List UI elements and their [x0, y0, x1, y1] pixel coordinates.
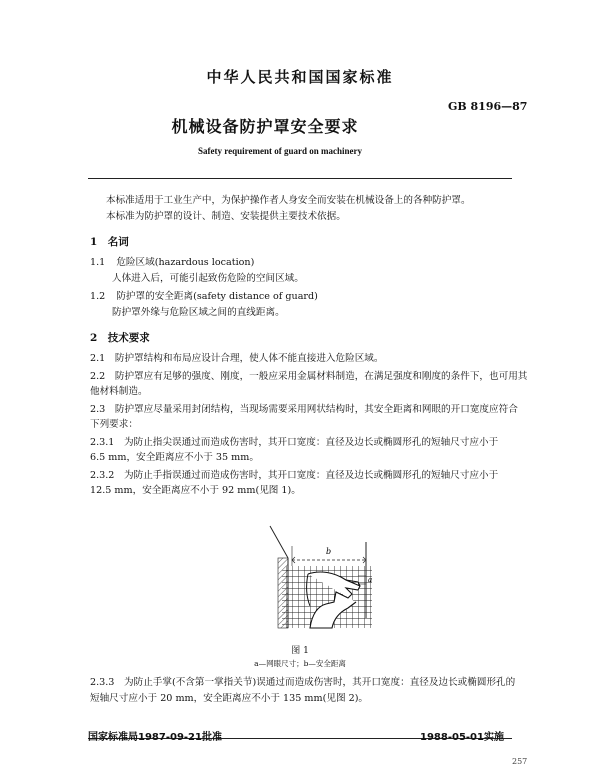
definition-1-2-text: 防护罩外缘与危险区域之间的直线距离。 [112, 307, 285, 318]
standard-title: 中华人民共和国国家标准 [206, 68, 394, 86]
definition-1-2-term [90, 290, 318, 303]
figure-label-a: a [368, 576, 373, 584]
page-number: 257 [512, 757, 528, 766]
document-subtitle: Safety requirement of guard on machinery [198, 146, 362, 156]
standard-code: GB 8196—87 [448, 100, 528, 113]
definition-number: 1.1 [90, 257, 106, 268]
definition-1-1-term [90, 256, 254, 269]
intro-paragraph-1: 本标准适用于工业生产中，为保护操作者人身安全而安装在机械设备上的各种防护罩。 [106, 195, 471, 206]
figure-1-caption: 图 1 [291, 646, 309, 656]
break-line [270, 526, 288, 558]
clause-2-3-3-line-1: 2.3.3 为防止手掌(不含第一掌指关节)误通过而造成伤害时，其开口宽度：直径及边长或椭圆形孔的 [90, 677, 516, 688]
clause-2-3-line-1: 2.3 防护罩应尽量采用封闭结构，当现场需要采用网状结构时，其安全距离和网眼的开口宽度应符合 [90, 404, 518, 415]
clause-2-3-2-line-2: 12.5 mm，安全距离应不小于 92 mm(见图 1)。 [90, 485, 301, 496]
clause-2-2-line-1: 2.2 防护罩应有足够的强度、刚度，一般应采用金属材料制造，在满足强度和刚度的条件下，也可用其 [90, 371, 528, 382]
definition-number: 1.2 [90, 291, 106, 302]
clause-2-3-line-2: 下列要求： [90, 419, 138, 430]
guard-frame [278, 558, 288, 628]
clause-2-3-1-line-1: 2.3.1 为防止指尖误通过而造成伤害时，其开口宽度：直径及边长或椭圆形孔的短轴尺寸应小于 [90, 437, 499, 448]
document-title: 机械设备防护罩安全要求 [171, 117, 359, 136]
intro-paragraph-2: 本标准为防护罩的设计、制造、安装提供主要技术依据。 [106, 211, 346, 222]
clause-2-3-1-line-2: 6.5 mm，安全距离应不小于 35 mm。 [90, 452, 259, 463]
header-divider [88, 178, 512, 179]
approval-date: 国家标准局1987-09-21批准 [88, 732, 222, 743]
effective-date: 1988-05-01实施 [420, 732, 504, 743]
definition-term: 危险区域(hazardous location) [116, 257, 255, 268]
clause-2-3-3-line-2: 短轴尺寸应小于 20 mm，安全距离应不小于 135 mm(见图 2)。 [90, 693, 369, 704]
clause-2-2-line-2: 他材料制造。 [90, 386, 148, 397]
figure-1-legend: a—网眼尺寸；b—安全距离 [254, 659, 346, 668]
clause-2-3-2-line-1: 2.3.2 为防止手指误通过而造成伤害时，其开口宽度：直径及边长或椭圆形孔的短轴尺寸应小于 [90, 470, 499, 481]
definition-term: 防护罩的安全距离(safety distance of guard) [116, 291, 318, 302]
definition-1-1-text: 人体进入后，可能引起致伤危险的空间区域。 [112, 273, 304, 284]
section-1-heading: 1 名词 [90, 236, 129, 248]
section-2-heading: 2 技术要求 [90, 332, 150, 344]
clause-2-1: 2.1 防护罩结构和布局应设计合理，使人体不能直接进入危险区域。 [90, 353, 384, 364]
figure-1-mesh-guard-diagram [262, 522, 392, 630]
figure-label-b: b [326, 547, 332, 556]
